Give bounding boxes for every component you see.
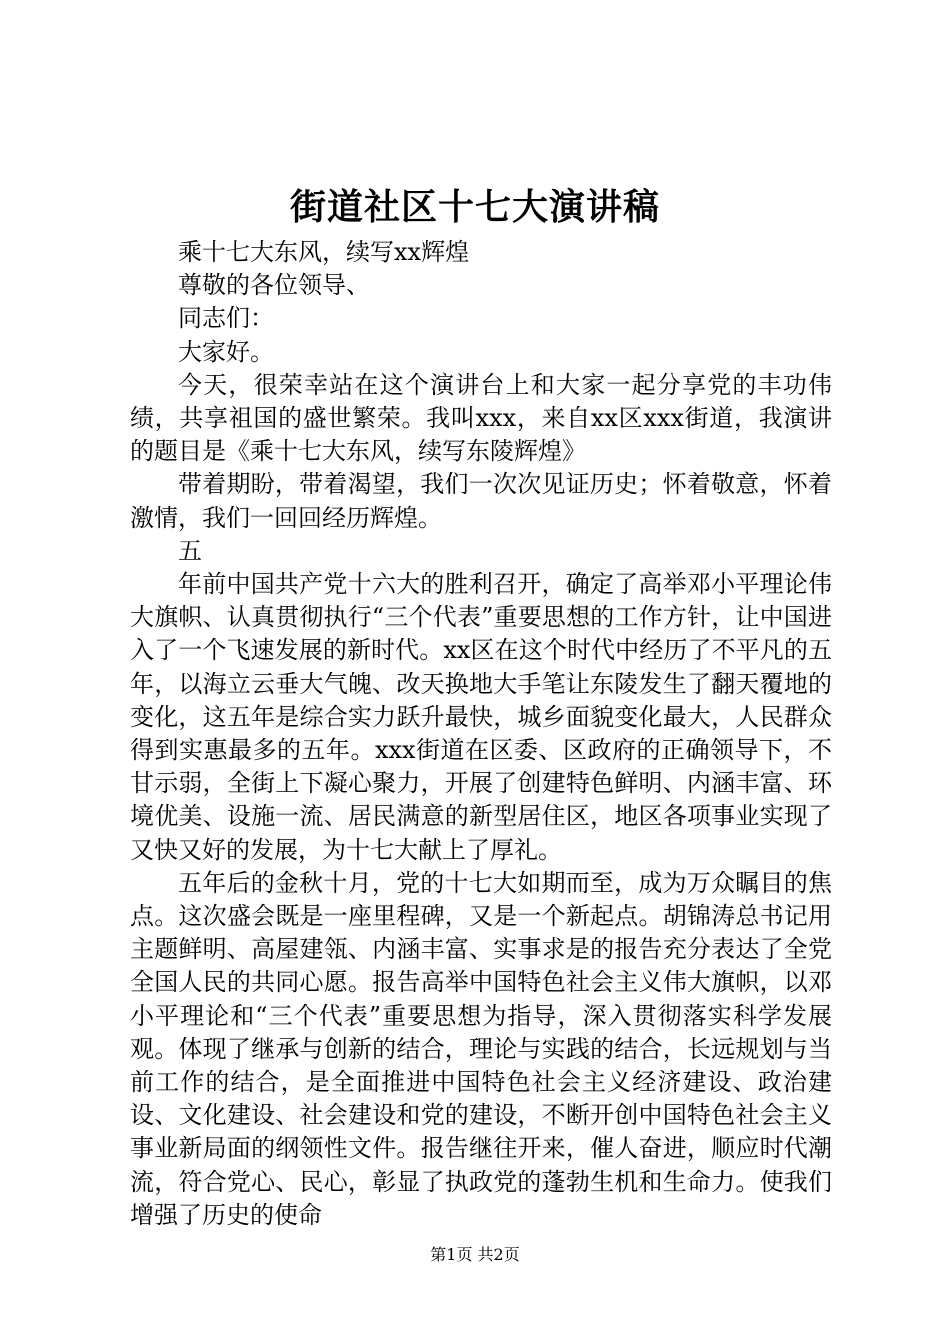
paragraph: 五年后的金秋十月，党的十七大如期而至，成为万众瞩目的焦点。这次盛会既是一座里程碑，又是一个新起点。胡锦涛总书记用主题鲜明、高屋建瓴、内涵丰富、实事求是的报告充分表达了全党全国人民的共同心愿。报告高举中国特色社会主义伟大旗帜，以邓小平理论和“三个代表”重要思想为指导，深入贯彻落实科学发展观。体现了继承与创新的结合，理论与实践的结合，长远规划与当前工作的结合，是全面推进中国特色社会主义经济建设、政治建设、文化建设、社会建设和党的建设，不断开创中国特色社会主义事业新局面的纲领性文件。报告继往开来，催人奋进，顺应时代潮流，符合党心、民心，彰显了执政党的蓬勃生机和生命力。使我们增强了历史的使命 xyxy=(130,868,832,1229)
paragraph: 大家好。 xyxy=(178,337,274,366)
page-footer: 第1页 共2页 xyxy=(430,1245,520,1264)
paragraph: 五 xyxy=(178,536,202,565)
paragraph: 带着期盼，带着渴望，我们一次次见证历史；怀着敬意，怀着激情，我们一回回经历辉煌。 xyxy=(130,470,832,532)
paragraph: 尊敬的各位领导、 xyxy=(178,271,370,300)
document-title: 街道社区十七大演讲稿 xyxy=(289,186,660,228)
document-body xyxy=(130,236,832,1232)
paragraph: 同志们： xyxy=(178,304,274,333)
paragraph: 年前中国共产党十六大的胜利召开，确定了高举邓小平理论伟大旗帜、认真贯彻执行“三个代表”重要思想的工作方针，让中国进入了一个飞速发展的新时代。xx区在这个时代中经历了不平凡的五年，以海立云垂大气魄、改天换地大手笔让东陵发生了翻天覆地的变化，这五年是综合实力跃升最快，城乡面貌变化最大，人民群众得到实惠最多的五年。xxx街道在区委、区政府的正确领导下，不甘示弱，全街上下凝心聚力，开展了创建特色鲜明、内涵丰富、环境优美、设施一流、居民满意的新型居住区，地区各项事业实现了又快又好的发展，为十七大献上了厚礼。 xyxy=(130,570,832,864)
paragraph: 乘十七大东风，续写xx辉煌 xyxy=(178,238,470,266)
paragraph: 今天，很荣幸站在这个演讲台上和大家一起分享党的丰功伟绩，共享祖国的盛世繁荣。我叫xxx，来自xx区xxx街道，我演讲的题目是《乘十七大东风，续写东陵辉煌》 xyxy=(130,370,832,466)
